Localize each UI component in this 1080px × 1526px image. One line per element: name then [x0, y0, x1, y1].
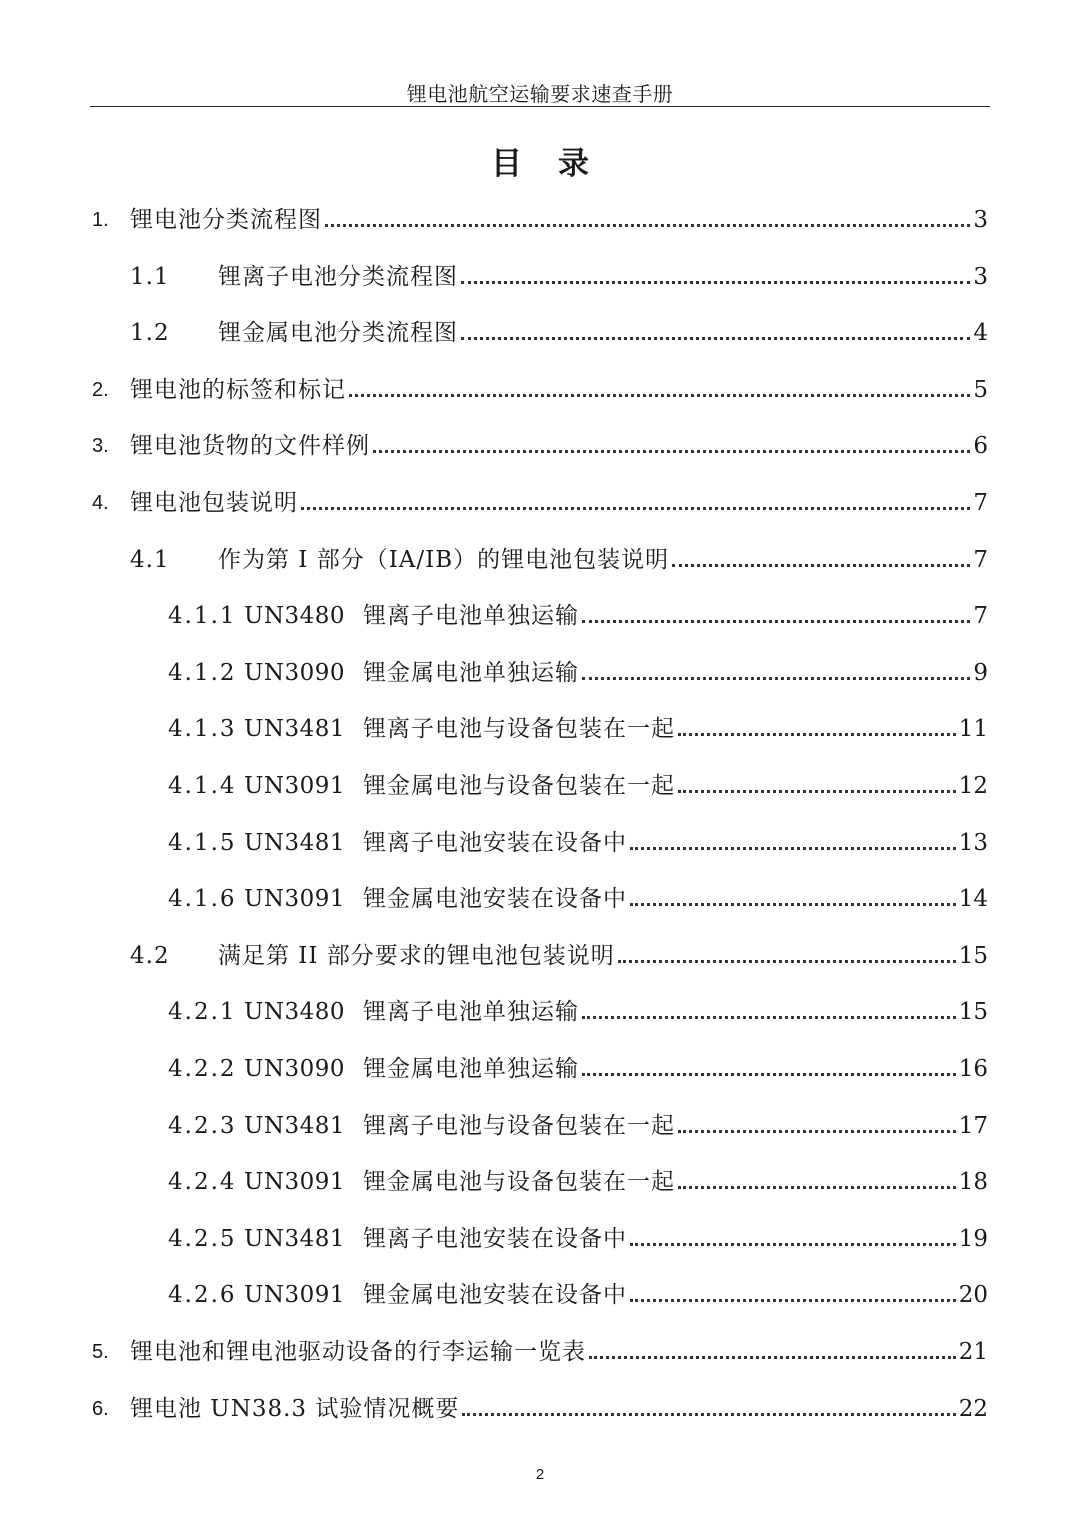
toc-entry-number: 4.1.1 [168, 603, 237, 629]
toc-entry-number: 1.2 [130, 320, 170, 346]
toc-entry-un-code: UN3480 [244, 999, 346, 1025]
toc-entry-un-code: UN3481 [244, 1113, 346, 1139]
toc-entry[interactable] [92, 1330, 988, 1366]
toc-entry[interactable] [130, 255, 988, 291]
toc-entry-page: 20 [958, 1282, 988, 1308]
toc-entry-number: 4.2.2 [168, 1056, 237, 1082]
toc-entry-title: 锂离子电池安装在设备中 [363, 1226, 628, 1252]
toc-entry-un-code: UN3481 [244, 716, 346, 742]
toc-entry-page: 9 [973, 660, 988, 686]
toc-entry-number: 1. [92, 209, 109, 231]
toc-entry-title: 锂电池分类流程图 [130, 207, 322, 233]
toc-entry-title: 锂离子电池与设备包装在一起 [363, 1113, 676, 1139]
toc-entry-page: 12 [958, 773, 988, 799]
toc-entry-un-code: UN3091 [244, 1282, 346, 1308]
toc-entry-number: 1.1 [130, 264, 170, 290]
toc-entry-page: 7 [973, 603, 988, 629]
toc-title: 目录 [491, 146, 625, 182]
toc-entry-un-code: UN3091 [244, 1169, 346, 1195]
toc-entry-title: 锂离子电池与设备包装在一起 [363, 716, 676, 742]
toc-entry-number: 4.2.1 [168, 999, 237, 1025]
toc-entry-number: 4.1 [130, 547, 170, 573]
toc-entry-title: 锂金属电池安装在设备中 [363, 886, 628, 912]
toc-entry-un-code: UN3090 [244, 660, 346, 686]
toc-dot-leader [461, 281, 970, 284]
toc-dot-leader [678, 1186, 956, 1189]
toc-entry-page: 7 [973, 547, 988, 573]
toc-entry[interactable] [130, 934, 988, 970]
toc-entry[interactable] [168, 764, 988, 800]
toc-entry-page: 14 [958, 886, 988, 912]
toc-entry-page: 5 [973, 377, 988, 403]
toc-dot-leader [630, 847, 956, 850]
toc-dot-leader [301, 507, 970, 510]
toc-dot-leader [582, 1016, 956, 1019]
toc-entry[interactable] [92, 1387, 988, 1423]
toc-entry-title: 满足第 II 部分要求的锂电池包装说明 [218, 943, 615, 969]
toc-entry-number: 4.2.3 [168, 1113, 237, 1139]
toc-entry[interactable] [168, 1104, 988, 1140]
toc-dot-leader [325, 224, 970, 227]
toc-entry[interactable] [168, 1273, 988, 1309]
toc-entry-page: 15 [958, 999, 988, 1025]
toc-dot-leader [678, 790, 956, 793]
toc-entry-number: 4.1.5 [168, 830, 237, 856]
toc-entry-title: 锂金属电池单独运输 [363, 660, 580, 686]
toc-entry-number: 4.2.6 [168, 1282, 237, 1308]
toc-dot-leader [349, 394, 970, 397]
toc-entry[interactable] [168, 1160, 988, 1196]
toc-dot-leader [461, 337, 970, 340]
toc-entry-number: 4.2 [130, 943, 170, 969]
toc-entry[interactable] [92, 368, 988, 404]
toc-entry-number: 5. [92, 1341, 109, 1363]
toc-entry[interactable] [92, 198, 988, 234]
toc-entry-number: 6. [92, 1398, 109, 1420]
toc-dot-leader [630, 1299, 956, 1302]
toc-entry-un-code: UN3480 [244, 603, 346, 629]
page-number: 2 [535, 1466, 545, 1483]
toc-entry-title: 作为第 I 部分（IA/IB）的锂电池包装说明 [218, 547, 670, 573]
toc-entry-title: 锂离子电池安装在设备中 [363, 830, 628, 856]
document-title: 锂电池航空运输要求速查手册 [406, 82, 674, 106]
toc-entry-page: 11 [958, 716, 988, 742]
toc-entry-title: 锂电池包装说明 [130, 490, 298, 516]
toc-entry-title: 锂离子电池单独运输 [363, 603, 580, 629]
toc-entry-number: 4.1.4 [168, 773, 237, 799]
toc-entry[interactable] [168, 707, 988, 743]
toc-entry-title: 锂金属电池分类流程图 [218, 320, 458, 346]
toc-dot-leader [630, 1243, 956, 1246]
toc-dot-leader [582, 1073, 956, 1076]
toc-entry-title: 锂电池货物的文件样例 [130, 433, 370, 459]
toc-entry-title: 锂金属电池与设备包装在一起 [363, 773, 676, 799]
toc-entry[interactable] [130, 538, 988, 574]
toc-entry[interactable] [92, 481, 988, 517]
toc-dot-leader [672, 564, 970, 567]
toc-entry-page: 3 [973, 264, 988, 290]
toc-dot-leader [582, 677, 970, 680]
toc-dot-leader [618, 960, 956, 963]
toc-entry-title: 锂电池的标签和标记 [130, 377, 346, 403]
toc-entry-number: 4.2.4 [168, 1169, 237, 1195]
toc-dot-leader [582, 620, 970, 623]
toc-entry-page: 15 [958, 943, 988, 969]
toc-entry[interactable] [168, 594, 988, 630]
toc-entry-title: 锂离子电池单独运输 [363, 999, 580, 1025]
toc-entry-number: 4.1.3 [168, 716, 237, 742]
toc-entry-number: 2. [92, 379, 109, 401]
toc-entry-un-code: UN3090 [244, 1056, 346, 1082]
toc-entry-number: 3. [92, 435, 109, 457]
toc-entry[interactable] [168, 1047, 988, 1083]
toc-entry-number: 4.2.5 [168, 1226, 237, 1252]
toc-entry-un-code: UN3481 [244, 1226, 346, 1252]
toc-entry-title: 锂金属电池单独运输 [363, 1056, 580, 1082]
toc-entry-title: 锂电池和锂电池驱动设备的行李运输一览表 [130, 1339, 586, 1365]
toc-entry-un-code: UN3481 [244, 830, 346, 856]
toc-entry-page: 18 [958, 1169, 988, 1195]
toc-dot-leader [630, 903, 956, 906]
toc-entry-title: 锂金属电池安装在设备中 [363, 1282, 628, 1308]
toc-dot-leader [678, 1130, 956, 1133]
toc-entry[interactable] [168, 877, 988, 913]
toc-entry-number: 4. [92, 492, 109, 514]
toc-dot-leader [462, 1413, 955, 1416]
toc-entry[interactable] [92, 424, 988, 460]
toc-entry-un-code: UN3091 [244, 886, 346, 912]
toc-entry-title: 锂电池 UN38.3 试验情况概要 [130, 1396, 460, 1422]
toc-entry-page: 7 [973, 490, 988, 516]
toc-entry-page: 6 [973, 433, 988, 459]
toc-entry-page: 16 [958, 1056, 988, 1082]
toc-entry-title: 锂金属电池与设备包装在一起 [363, 1169, 676, 1195]
toc-entry-page: 17 [958, 1113, 988, 1139]
toc-dot-leader [589, 1356, 956, 1359]
toc-entry-page: 4 [973, 320, 988, 346]
toc-entry-page: 3 [973, 207, 988, 233]
toc-dot-leader [678, 733, 956, 736]
toc-entry-title: 锂离子电池分类流程图 [218, 264, 458, 290]
toc-entry-page: 22 [958, 1396, 988, 1422]
toc-entry[interactable] [168, 821, 988, 857]
toc-entry[interactable] [168, 990, 988, 1026]
toc-entry-un-code: UN3091 [244, 773, 346, 799]
toc-entry-page: 21 [958, 1339, 988, 1365]
toc-dot-leader [373, 450, 970, 453]
toc-entry-page: 13 [958, 830, 988, 856]
toc-entry[interactable] [168, 1217, 988, 1253]
toc-entry[interactable] [168, 651, 988, 687]
header-divider [90, 106, 990, 107]
toc-entry-number: 4.1.6 [168, 886, 237, 912]
toc-entry-page: 19 [958, 1226, 988, 1252]
toc-entry[interactable] [130, 311, 988, 347]
toc-entry-number: 4.1.2 [168, 660, 237, 686]
